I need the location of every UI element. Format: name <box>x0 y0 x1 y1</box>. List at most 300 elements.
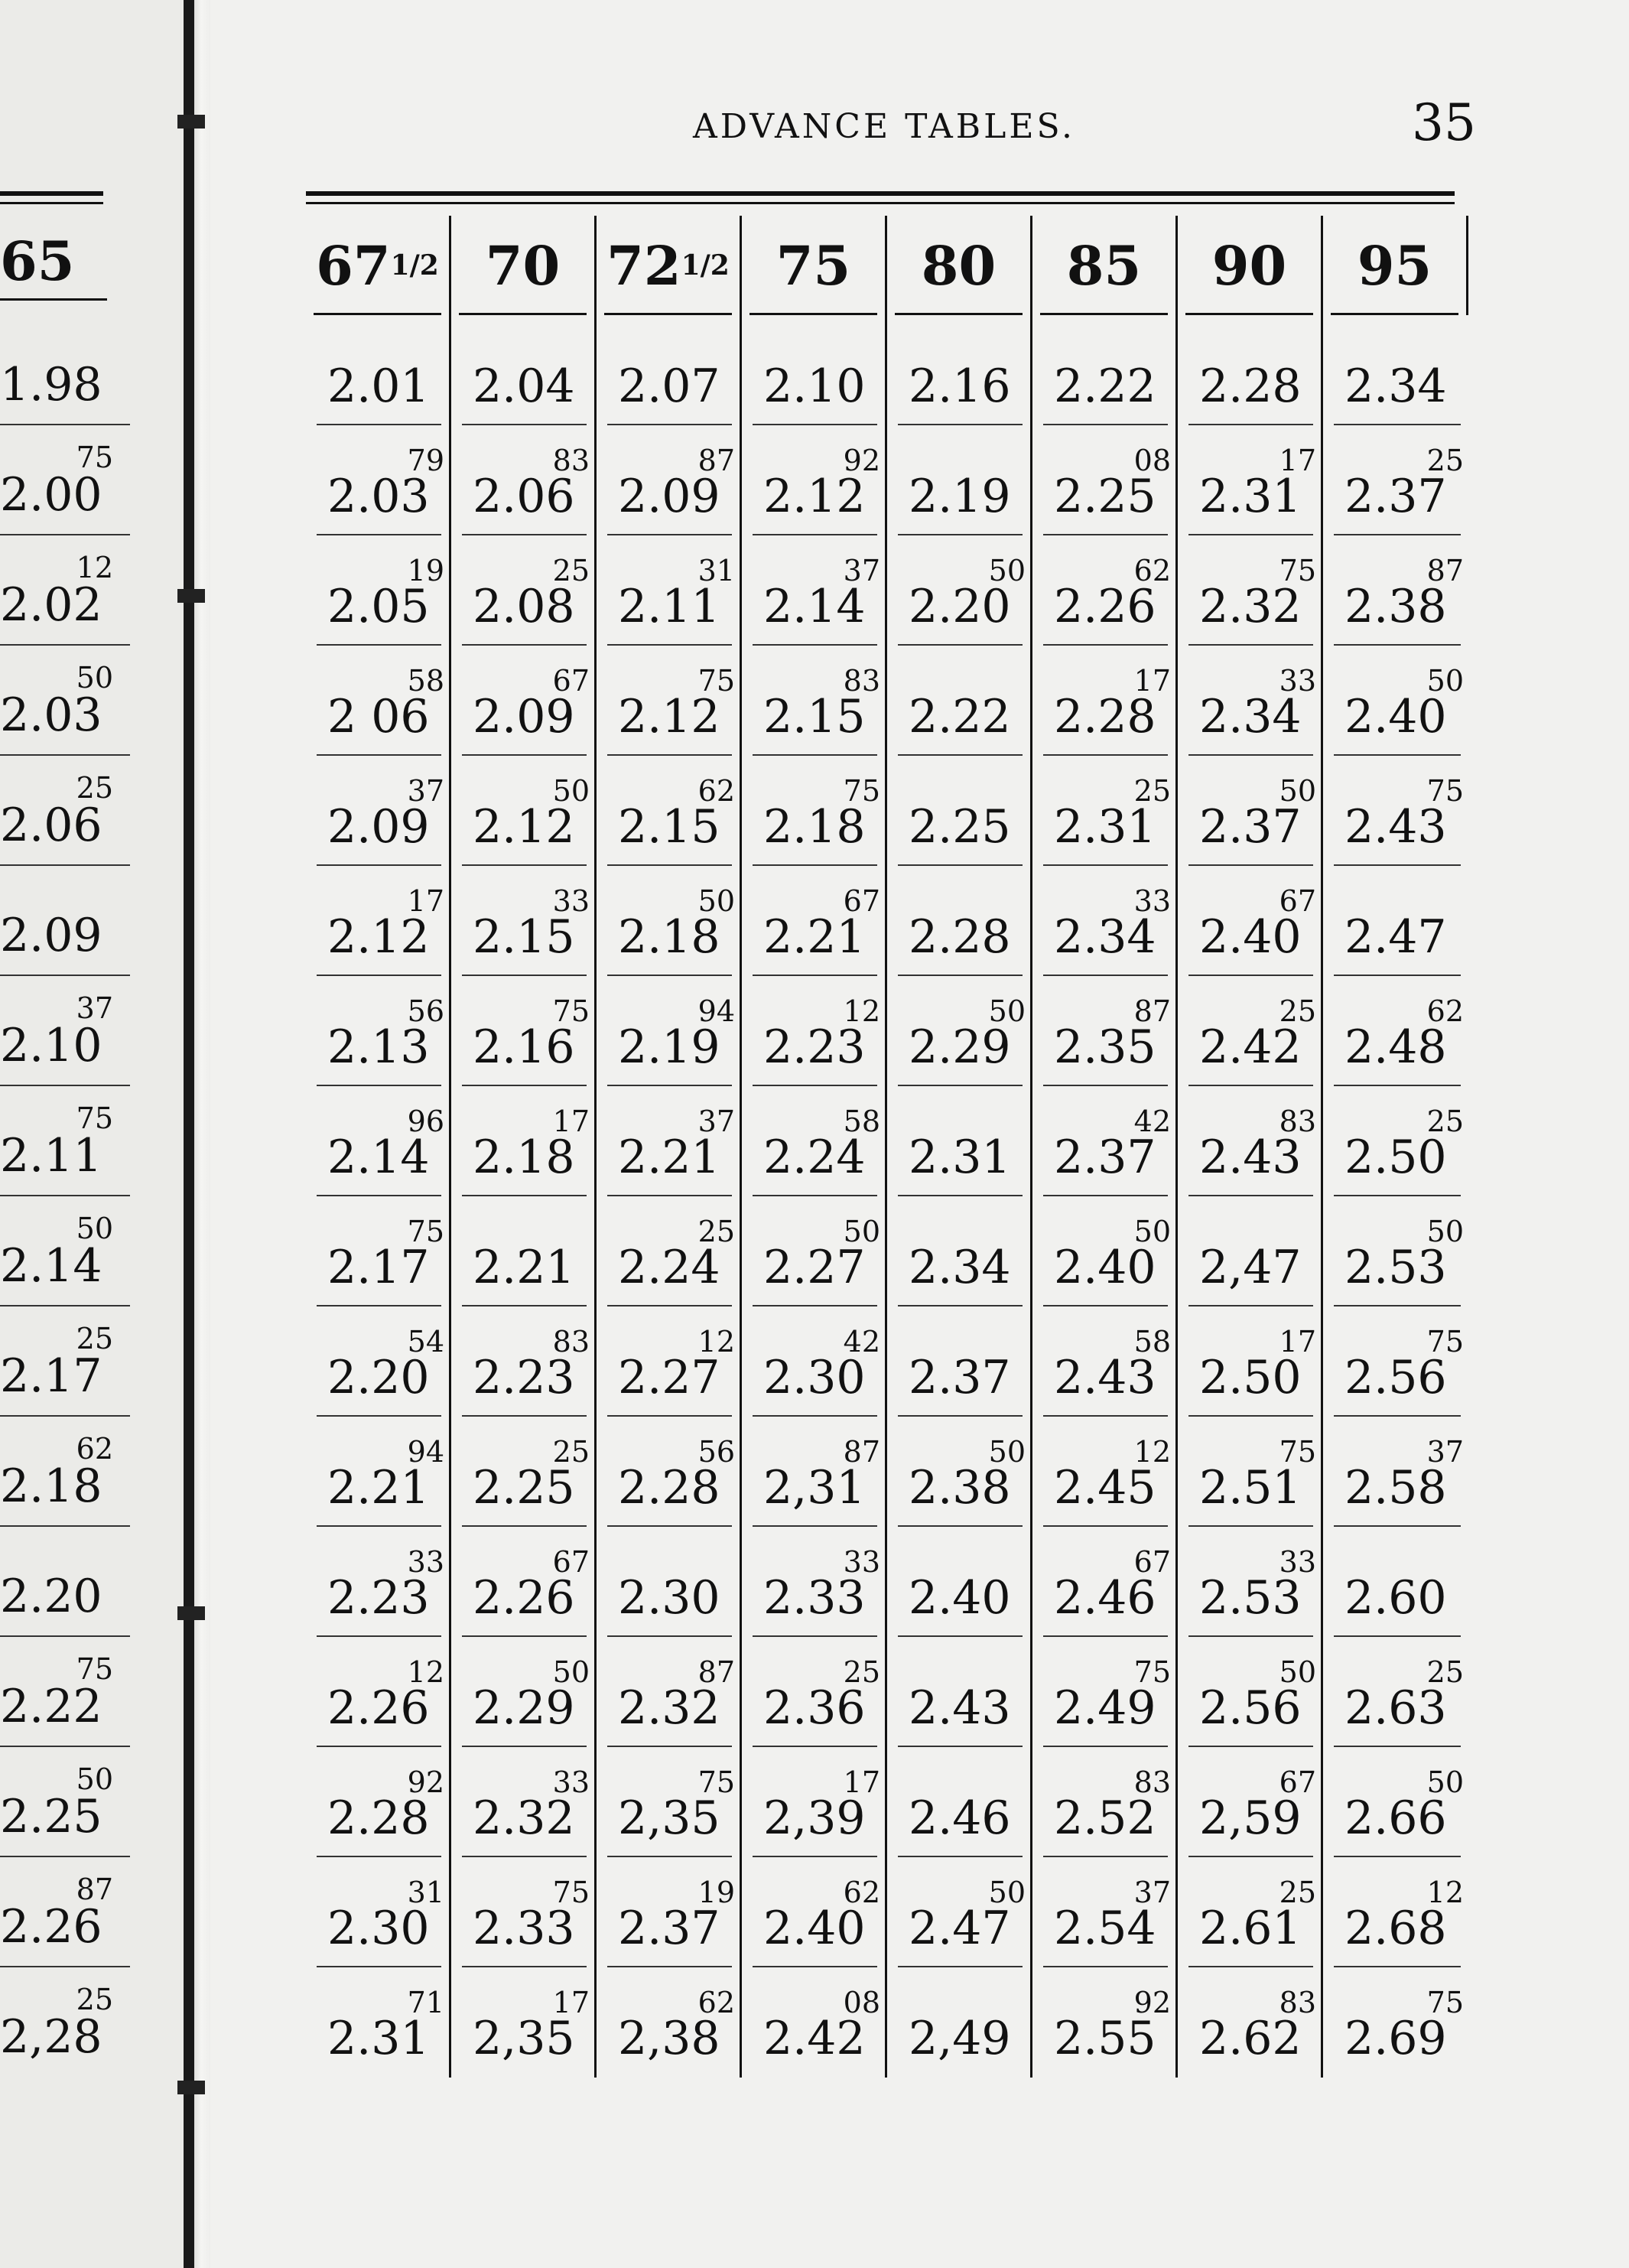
cell-value: 2.37 <box>1344 470 1447 523</box>
table-cell <box>887 1857 1032 1967</box>
binding-thread <box>184 0 194 2268</box>
table-cell <box>1032 866 1178 976</box>
cell-value: 2.46 <box>909 1791 1011 1845</box>
left-table-cell <box>0 756 130 866</box>
table-cell <box>742 1417 887 1527</box>
table-cell <box>1323 1527 1468 1637</box>
cell-superscript: 67 <box>843 884 880 918</box>
cell-value: 2.66 <box>1344 1791 1447 1845</box>
left-table-cell <box>0 315 130 425</box>
cell-superscript: 75 <box>1279 554 1316 587</box>
page-number: 35 <box>1412 93 1476 152</box>
cell-value: 2.10 <box>763 360 866 413</box>
cell-superscript: 75 <box>76 1652 113 1686</box>
cell-value: 2.29 <box>909 1020 1011 1074</box>
table-cell <box>1178 1417 1323 1527</box>
table-cell <box>1032 425 1178 535</box>
cell-value: 2.51 <box>1199 1461 1302 1515</box>
table-cell <box>451 1857 597 1967</box>
table-cell <box>1178 535 1323 646</box>
table-cell <box>1178 1967 1323 2078</box>
column-header-value: 90 <box>1211 233 1287 298</box>
cell-superscript: 67 <box>552 664 590 698</box>
table-cell <box>887 756 1032 866</box>
table-cell <box>451 535 597 646</box>
cell-value: 2.38 <box>1344 580 1447 633</box>
cell-value: 2.40 <box>909 1571 1011 1625</box>
cell-value: 2.37 <box>1054 1131 1156 1184</box>
table-cell <box>887 1967 1032 2078</box>
cell-value: 2.31 <box>1054 800 1156 854</box>
cell-superscript: 50 <box>76 1762 113 1796</box>
cell-superscript: 75 <box>1279 1435 1316 1469</box>
cell-value: 2.40 <box>1054 1241 1156 1294</box>
cell-superscript: 17 <box>407 884 444 918</box>
cell-value: 2.18 <box>473 1131 575 1184</box>
cell-superscript: 25 <box>76 1322 113 1355</box>
cell-value: 2.34 <box>1199 690 1302 744</box>
cell-value: 2.15 <box>473 910 575 964</box>
table-cell <box>1032 1196 1178 1306</box>
table-cell <box>597 1967 742 2078</box>
cell-value: 2.09 <box>618 470 720 523</box>
cell-superscript: 62 <box>843 1876 880 1909</box>
cell-superscript: 50 <box>552 1655 590 1689</box>
cell-superscript: 37 <box>843 554 880 587</box>
cell-superscript: 37 <box>697 1105 735 1138</box>
column-header <box>887 216 1032 315</box>
cell-superscript: 83 <box>1133 1765 1171 1799</box>
cell-superscript: 08 <box>843 1986 880 2019</box>
cell-value: 2.04 <box>473 360 575 413</box>
cell-superscript: 17 <box>1133 664 1171 698</box>
cell-superscript: 25 <box>1426 1105 1464 1138</box>
table-cell <box>887 1637 1032 1747</box>
cell-value: 2.35 <box>1054 1020 1156 1074</box>
table-cell <box>1178 866 1323 976</box>
table-cell <box>306 976 451 1086</box>
cell-superscript: 94 <box>697 994 735 1028</box>
cell-value: 2.23 <box>327 1571 430 1625</box>
cell-value: 2.40 <box>1344 690 1447 744</box>
cell-value: 2.53 <box>1199 1571 1302 1625</box>
table-cell <box>1323 1306 1468 1417</box>
cell-value: 2,59 <box>1199 1791 1302 1845</box>
cell-value: 2.02 <box>0 578 102 632</box>
cell-value: 2.14 <box>0 1239 102 1293</box>
cell-value: 2.14 <box>327 1131 430 1184</box>
cell-superscript: 31 <box>697 554 735 587</box>
cell-value: 2.30 <box>763 1351 866 1404</box>
cell-superscript: 58 <box>1133 1325 1171 1359</box>
cell-value: 2.15 <box>618 800 720 854</box>
cell-value: 2.63 <box>1344 1681 1447 1735</box>
cell-value: 2 06 <box>327 690 430 744</box>
table-cell <box>306 1196 451 1306</box>
cell-value: 2.05 <box>327 580 430 633</box>
cell-value: 2.14 <box>763 580 866 633</box>
cell-value: 2.43 <box>1054 1351 1156 1404</box>
table-double-rule-bottom <box>306 202 1455 204</box>
cell-superscript: 75 <box>1426 1325 1464 1359</box>
cell-value: 2.61 <box>1199 1902 1302 1955</box>
cell-superscript: 12 <box>407 1655 444 1689</box>
cell-value: 2.37 <box>618 1902 720 1955</box>
table-cell <box>597 1637 742 1747</box>
column-header-fraction: 1/2 <box>390 249 439 281</box>
table-cell <box>451 315 597 425</box>
cell-value: 2.40 <box>763 1902 866 1955</box>
cell-value: 2.26 <box>473 1571 575 1625</box>
cell-value: 2,35 <box>473 2012 575 2065</box>
cell-value: 2.11 <box>618 580 720 633</box>
cell-superscript: 25 <box>1279 994 1316 1028</box>
left-header-rule <box>0 298 107 301</box>
table-cell <box>742 1196 887 1306</box>
table-cell <box>451 1747 597 1857</box>
table-cell <box>1178 1527 1323 1637</box>
advance-table <box>306 216 1468 2078</box>
table-cell <box>1032 646 1178 756</box>
cell-value: 2.08 <box>473 580 575 633</box>
table-cell <box>1032 1417 1178 1527</box>
cell-value: 2.47 <box>909 1902 1011 1955</box>
cell-value: 2.19 <box>618 1020 720 1074</box>
cell-superscript: 67 <box>552 1545 590 1579</box>
cell-value: 2.12 <box>327 910 430 964</box>
cell-superscript: 67 <box>1279 884 1316 918</box>
table-cell <box>306 1967 451 2078</box>
cell-superscript: 12 <box>697 1325 735 1359</box>
column-header <box>1032 216 1178 315</box>
cell-superscript: 37 <box>1133 1876 1171 1909</box>
cell-superscript: 31 <box>407 1876 444 1909</box>
cell-superscript: 71 <box>407 1986 444 2019</box>
table-cell <box>451 425 597 535</box>
column-header-value: 70 <box>485 233 561 298</box>
cell-superscript: 33 <box>552 884 590 918</box>
cell-value: 2.34 <box>1344 360 1447 413</box>
table-cell <box>1323 646 1468 756</box>
table-cell <box>597 866 742 976</box>
cell-value: 2.62 <box>1199 2012 1302 2065</box>
cell-superscript: 12 <box>76 551 113 584</box>
table-cell <box>306 1637 451 1747</box>
left-table-cell <box>0 535 130 646</box>
cell-value: 2.32 <box>618 1681 720 1735</box>
cell-superscript: 50 <box>1279 1655 1316 1689</box>
cell-superscript: 67 <box>1279 1765 1316 1799</box>
table-cell <box>306 866 451 976</box>
cell-value: 2.56 <box>1344 1351 1447 1404</box>
cell-superscript: 50 <box>1426 664 1464 698</box>
cell-value: 2.18 <box>618 910 720 964</box>
cell-superscript: 50 <box>1133 1215 1171 1248</box>
cell-superscript: 87 <box>843 1435 880 1469</box>
cell-value: 2.20 <box>0 1570 102 1623</box>
table-cell <box>742 976 887 1086</box>
cell-superscript: 75 <box>697 664 735 698</box>
table-cell <box>597 646 742 756</box>
cell-value: 2.11 <box>0 1129 102 1183</box>
cell-value: 2.22 <box>0 1680 102 1733</box>
cell-superscript: 58 <box>843 1105 880 1138</box>
cell-value: 2,39 <box>763 1791 866 1845</box>
cell-superscript: 19 <box>407 554 444 587</box>
table-cell <box>742 1857 887 1967</box>
table-cell <box>742 425 887 535</box>
cell-value: 2.31 <box>1199 470 1302 523</box>
cell-value: 2.20 <box>327 1351 430 1404</box>
left-double-rule-top <box>0 191 103 196</box>
table-cell <box>306 1306 451 1417</box>
cell-superscript: 56 <box>697 1435 735 1469</box>
cell-value: 2.32 <box>473 1791 575 1845</box>
cell-value: 2.21 <box>473 1241 575 1294</box>
cell-superscript: 33 <box>1133 884 1171 918</box>
left-table-cell <box>0 1857 130 1967</box>
table-cell <box>1032 535 1178 646</box>
binding-knot <box>177 115 205 129</box>
cell-value: 2.37 <box>909 1351 1011 1404</box>
table-cell <box>1178 425 1323 535</box>
cell-superscript: 17 <box>552 1105 590 1138</box>
cell-superscript: 87 <box>1133 994 1171 1028</box>
cell-superscript: 50 <box>76 661 113 695</box>
table-cell <box>1178 1086 1323 1196</box>
cell-superscript: 50 <box>843 1215 880 1248</box>
cell-superscript: 25 <box>76 1983 113 2016</box>
cell-superscript: 50 <box>697 884 735 918</box>
table-cell <box>597 1857 742 1967</box>
table-cell <box>887 646 1032 756</box>
cell-superscript: 50 <box>1279 774 1316 808</box>
cell-superscript: 62 <box>697 1986 735 2019</box>
table-cell <box>887 866 1032 976</box>
table-cell <box>597 425 742 535</box>
table-cell <box>742 1306 887 1417</box>
cell-value: 2.18 <box>763 800 866 854</box>
cell-value: 2.31 <box>327 2012 430 2065</box>
cell-superscript: 50 <box>988 994 1026 1028</box>
cell-superscript: 50 <box>1426 1765 1464 1799</box>
cell-superscript: 12 <box>1426 1876 1464 1909</box>
cell-value: 2.50 <box>1344 1131 1447 1184</box>
cell-value: 2.12 <box>763 470 866 523</box>
left-table-cell <box>0 1747 130 1857</box>
cell-value: 2.20 <box>909 580 1011 633</box>
table-cell <box>306 1417 451 1527</box>
cell-superscript: 33 <box>552 1765 590 1799</box>
cell-superscript: 25 <box>697 1215 735 1248</box>
column-header <box>1178 216 1323 315</box>
table-cell <box>597 756 742 866</box>
cell-superscript: 25 <box>1426 444 1464 477</box>
table-cell <box>451 1967 597 2078</box>
table-cell <box>306 425 451 535</box>
cell-value: 2.19 <box>909 470 1011 523</box>
column-header-value: 72 <box>606 233 681 298</box>
table-cell <box>451 1527 597 1637</box>
table-cell <box>887 1417 1032 1527</box>
cell-value: 2.28 <box>618 1461 720 1515</box>
table-cell <box>1032 756 1178 866</box>
cell-superscript: 94 <box>407 1435 444 1469</box>
table-cell <box>451 1086 597 1196</box>
cell-value: 2.23 <box>473 1351 575 1404</box>
cell-value: 2.30 <box>618 1571 720 1625</box>
cell-superscript: 96 <box>407 1105 444 1138</box>
cell-value: 2.48 <box>1344 1020 1447 1074</box>
cell-value: 2.21 <box>763 910 866 964</box>
cell-value: 2,31 <box>763 1461 866 1515</box>
cell-superscript: 25 <box>1279 1876 1316 1909</box>
cell-superscript: 62 <box>1426 994 1464 1028</box>
cell-value: 2.33 <box>473 1902 575 1955</box>
cell-superscript: 25 <box>552 554 590 587</box>
cell-superscript: 79 <box>407 444 444 477</box>
table-cell <box>597 1417 742 1527</box>
table-cell <box>451 1196 597 1306</box>
cell-superscript: 17 <box>1279 444 1316 477</box>
table-cell <box>1323 1417 1468 1527</box>
cell-value: 2.16 <box>909 360 1011 413</box>
cell-value: 2.28 <box>909 910 1011 964</box>
cell-superscript: 75 <box>1426 774 1464 808</box>
table-cell <box>597 1306 742 1417</box>
previous-page-fragment <box>0 0 187 2268</box>
cell-superscript: 50 <box>552 774 590 808</box>
cell-value: 2.23 <box>763 1020 866 1074</box>
cell-value: 2.24 <box>763 1131 866 1184</box>
table-cell <box>451 866 597 976</box>
table-cell <box>306 646 451 756</box>
cell-superscript: 17 <box>1279 1325 1316 1359</box>
table-cell <box>1323 1196 1468 1306</box>
cell-value: 2.06 <box>0 799 102 852</box>
cell-value: 2.52 <box>1054 1791 1156 1845</box>
cell-value: 2.22 <box>909 690 1011 744</box>
cell-value: 2.25 <box>1054 470 1156 523</box>
left-table-cell <box>0 646 130 756</box>
cell-value: 2.00 <box>0 468 102 522</box>
table-cell <box>887 1086 1032 1196</box>
cell-value: 2.22 <box>1054 360 1156 413</box>
table-cell <box>1323 1086 1468 1196</box>
table-cell <box>887 1747 1032 1857</box>
cell-value: 2.25 <box>909 800 1011 854</box>
table-cell <box>1178 315 1323 425</box>
cell-value: 2.28 <box>1054 690 1156 744</box>
table-cell <box>1032 976 1178 1086</box>
cell-superscript: 08 <box>1133 444 1171 477</box>
table-cell <box>742 535 887 646</box>
table-cell <box>306 535 451 646</box>
column-header-value: 75 <box>775 233 851 298</box>
cell-value: 2.26 <box>1054 580 1156 633</box>
cell-value: 2.12 <box>618 690 720 744</box>
cell-value: 2.56 <box>1199 1681 1302 1735</box>
column-header <box>597 216 742 315</box>
cell-superscript: 83 <box>1279 1105 1316 1138</box>
cell-superscript: 83 <box>552 1325 590 1359</box>
cell-value: 2,38 <box>618 2012 720 2065</box>
table-cell <box>1323 1857 1468 1967</box>
cell-superscript: 50 <box>1426 1215 1464 1248</box>
table-cell <box>1032 315 1178 425</box>
cell-superscript: 54 <box>407 1325 444 1359</box>
cell-superscript: 67 <box>1133 1545 1171 1579</box>
table-cell <box>742 1527 887 1637</box>
cell-superscript: 56 <box>407 994 444 1028</box>
table-cell <box>1323 866 1468 976</box>
column-header <box>306 216 451 315</box>
cell-superscript: 75 <box>407 1215 444 1248</box>
cell-superscript: 12 <box>843 994 880 1028</box>
table-cell <box>597 976 742 1086</box>
cell-superscript: 83 <box>1279 1986 1316 2019</box>
cell-value: 2.03 <box>327 470 430 523</box>
cell-value: 2.09 <box>473 690 575 744</box>
left-double-rule-bottom <box>0 202 103 204</box>
cell-superscript: 75 <box>697 1765 735 1799</box>
cell-value: 2.40 <box>1199 910 1302 964</box>
left-table-cell <box>0 1196 130 1306</box>
table-cell <box>742 315 887 425</box>
cell-value: 2.15 <box>763 690 866 744</box>
table-cell <box>306 1857 451 1967</box>
cell-value: 1.98 <box>0 358 102 412</box>
cell-value: 2.43 <box>1199 1131 1302 1184</box>
cell-value: 2,47 <box>1199 1241 1302 1294</box>
table-cell <box>451 1306 597 1417</box>
table-cell <box>451 756 597 866</box>
cell-value: 2.18 <box>0 1459 102 1513</box>
table-cell <box>887 1196 1032 1306</box>
cell-value: 2.54 <box>1054 1902 1156 1955</box>
binding-knot <box>177 1606 205 1620</box>
table-cell <box>1178 976 1323 1086</box>
table-cell <box>887 976 1032 1086</box>
left-table-cell <box>0 1086 130 1196</box>
cell-superscript: 25 <box>843 1655 880 1689</box>
cell-value: 2.16 <box>473 1020 575 1074</box>
table-cell <box>742 646 887 756</box>
cell-superscript: 33 <box>407 1545 444 1579</box>
cell-value: 2,49 <box>909 2012 1011 2065</box>
table-cell <box>1178 1196 1323 1306</box>
column-header-value: 80 <box>921 233 997 298</box>
cell-value: 2.31 <box>909 1131 1011 1184</box>
cell-superscript: 33 <box>1279 664 1316 698</box>
left-table-cell <box>0 1637 130 1747</box>
cell-value: 2.26 <box>0 1900 102 1954</box>
table-cell <box>742 1967 887 2078</box>
cell-value: 2.60 <box>1344 1571 1447 1625</box>
cell-superscript: 87 <box>697 1655 735 1689</box>
cell-value: 2.27 <box>763 1241 866 1294</box>
cell-value: 2.68 <box>1344 1902 1447 1955</box>
table-cell <box>1032 1747 1178 1857</box>
cell-superscript: 62 <box>697 774 735 808</box>
table-cell <box>887 535 1032 646</box>
cell-value: 2.06 <box>473 470 575 523</box>
cell-value: 2.30 <box>327 1902 430 1955</box>
table-cell <box>1323 976 1468 1086</box>
cell-value: 2.55 <box>1054 2012 1156 2065</box>
cell-value: 2.07 <box>618 360 720 413</box>
column-header-value: 85 <box>1066 233 1142 298</box>
